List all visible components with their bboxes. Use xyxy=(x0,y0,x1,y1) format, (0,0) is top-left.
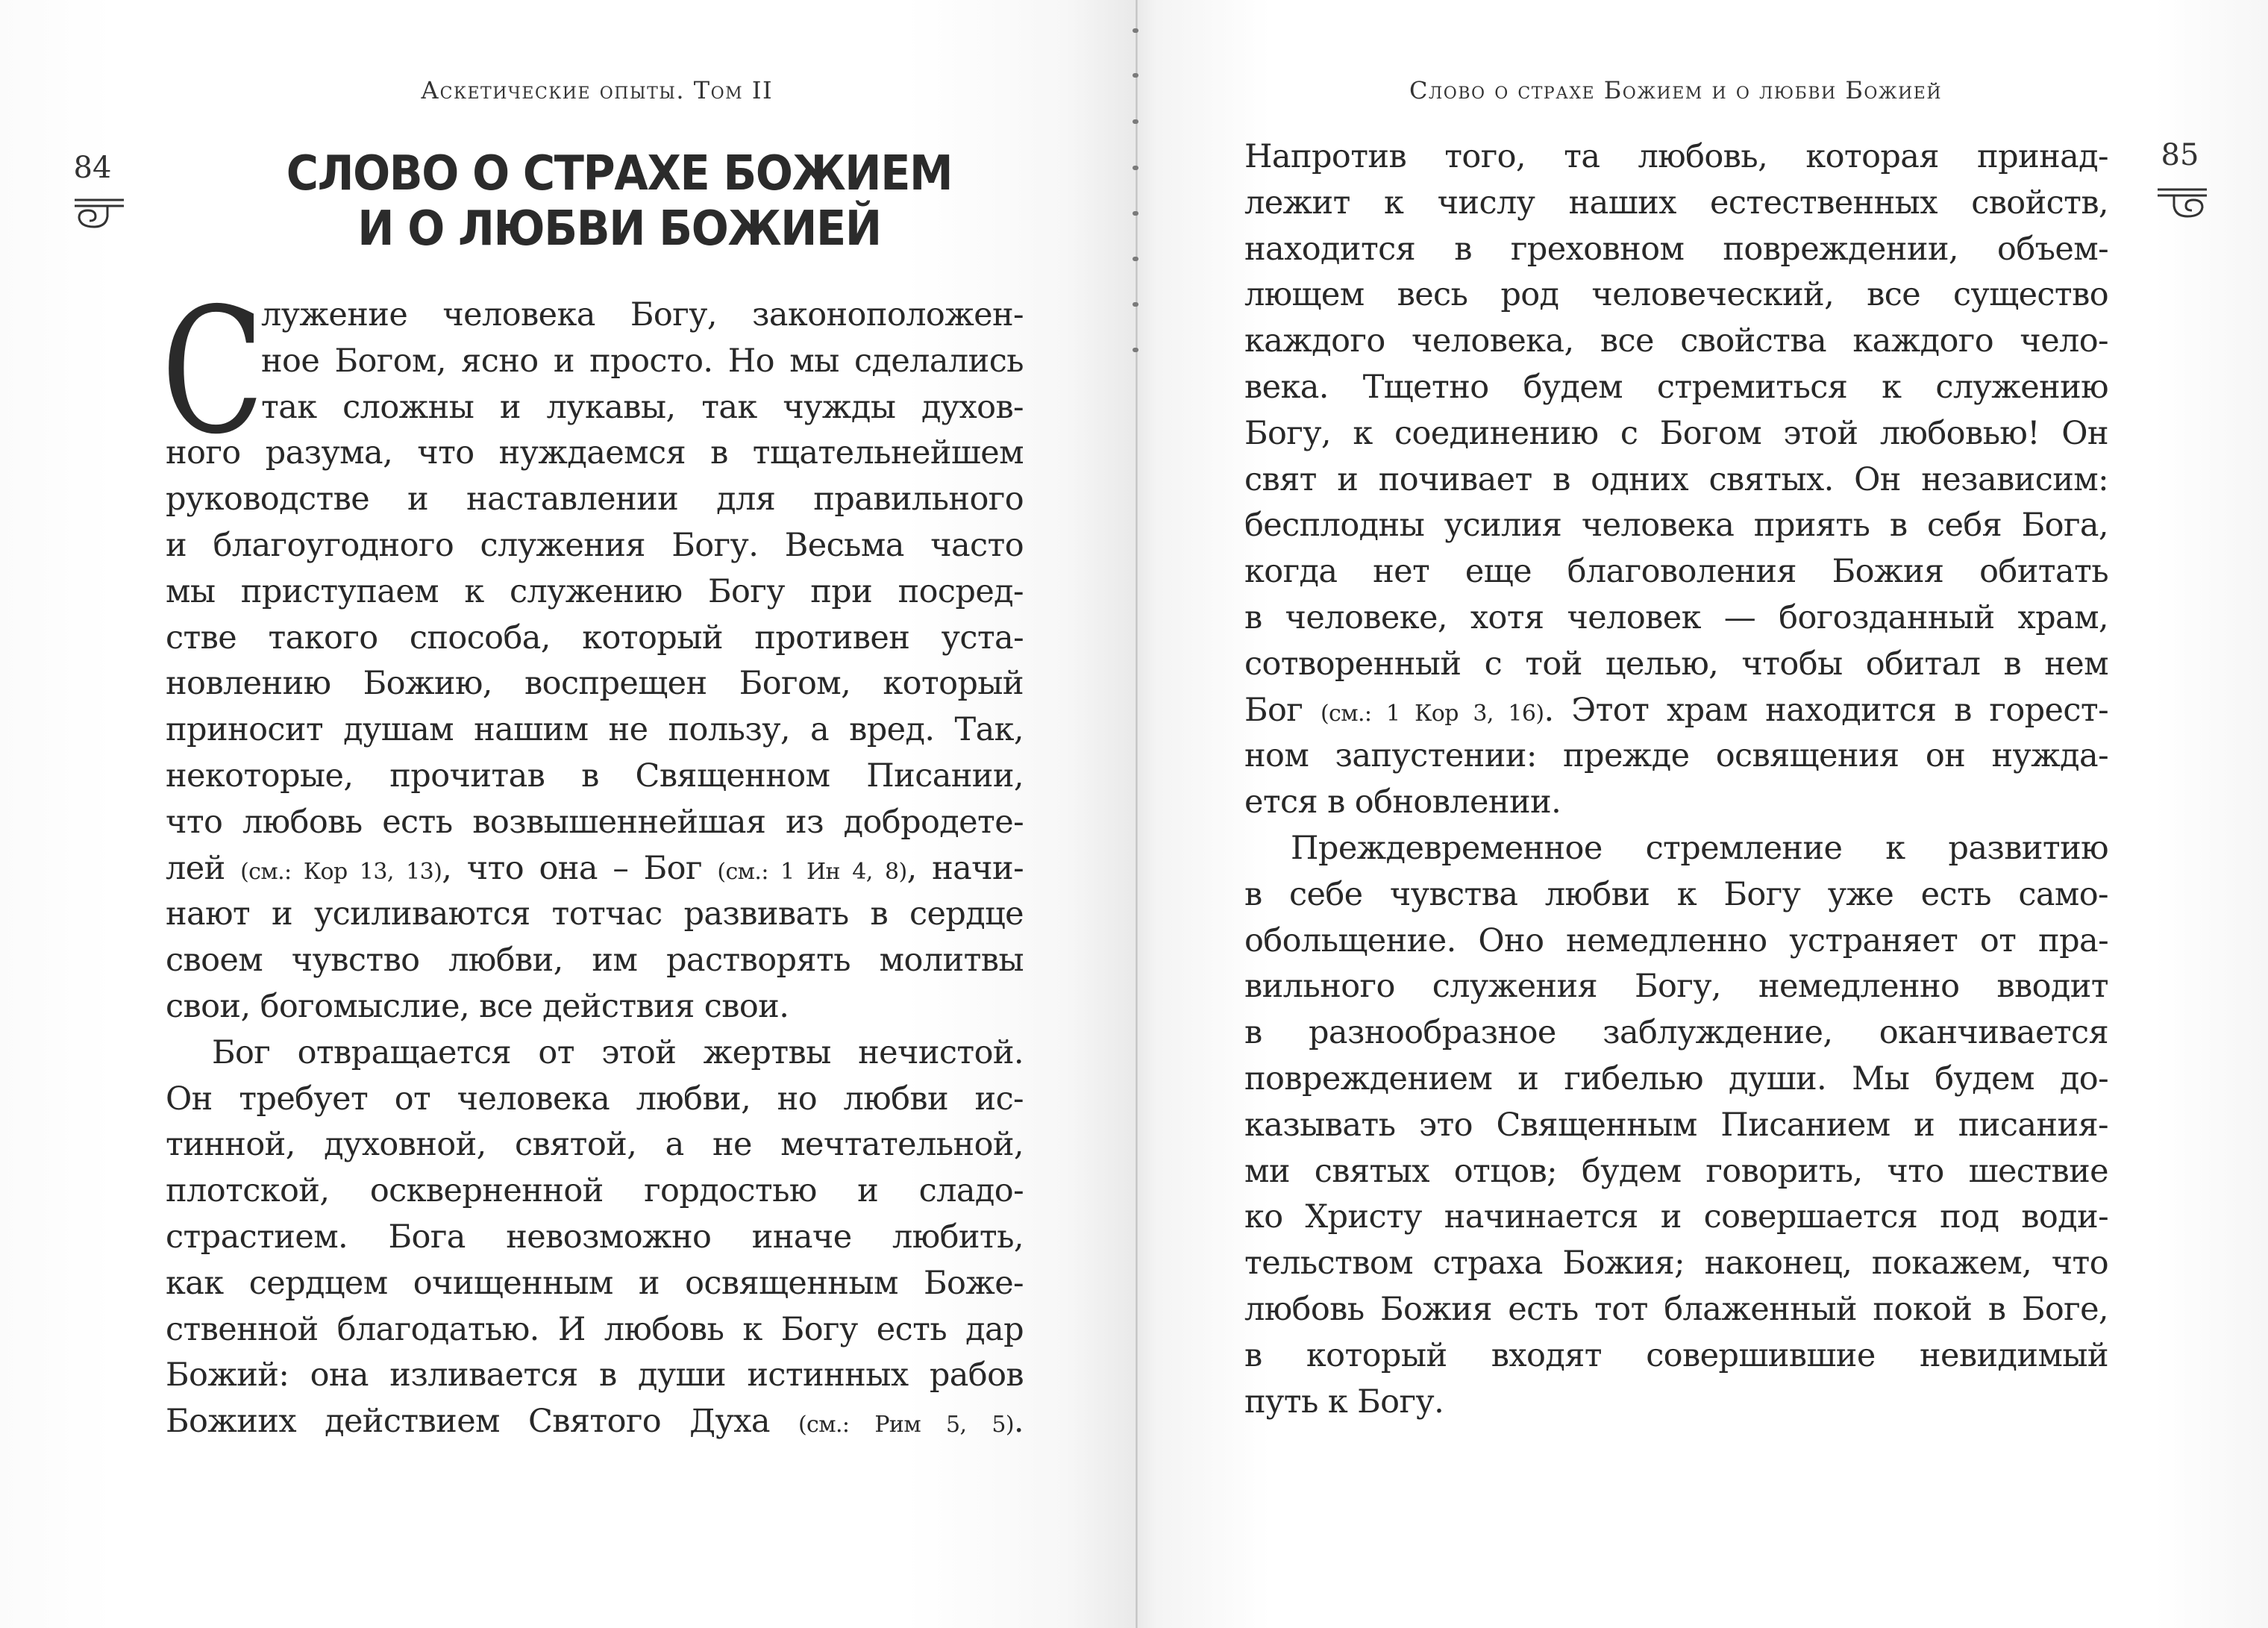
text-line: новлению Божию, воспрещен Богом, который xyxy=(166,665,1024,703)
body-text xyxy=(161,271,1024,1445)
text-line: тельством страха Божия; наконец, покажем, что xyxy=(1244,1245,2108,1283)
text-line: Преждевременное стремление к развитию xyxy=(1291,829,2108,867)
text-line: казывать это Священным Писанием и писания- xyxy=(1244,1106,2108,1144)
text-fragment: Божиих действием Святого Духа xyxy=(166,1403,798,1441)
text-line: в разнообразное заблуждение, оканчивается xyxy=(1244,1014,2108,1052)
text-line: страстием. Бога невозможно иначе любить, xyxy=(166,1218,1024,1256)
text-fragment: лей xyxy=(166,849,241,887)
text-line: стве такого способа, который противен уста- xyxy=(166,619,1024,657)
text-line: руководстве и наставлении для правильного xyxy=(166,480,1024,519)
text-line-with-citation xyxy=(166,1399,1024,1445)
book-spine xyxy=(1135,0,1138,1628)
text-line: ное Богом, ясно и просто. Но мы сделались xyxy=(261,342,1024,380)
text-fragment: . Этот храм находится в горест- xyxy=(1544,691,2108,729)
page-number: 84 xyxy=(73,151,112,185)
text-line: в человеке, хотя человек — богозданный храм, xyxy=(1244,598,2108,636)
scripture-citation: (см.: Рим 5, 5) xyxy=(798,1412,1014,1438)
scripture-citation: (см.: 1 Ин 4, 8) xyxy=(717,858,907,885)
text-line: вильного служения Богу, немедленно вводит xyxy=(1244,968,2108,1006)
text-line: повреждением и гибелью души. Мы будем до- xyxy=(1244,1059,2108,1098)
text-line: лужение человека Богу, законоположен- xyxy=(261,296,1024,334)
text-line: тинной, духовной, святой, а не мечтательной, xyxy=(166,1126,1024,1164)
text-line: ется в обновлении. xyxy=(1244,783,1561,821)
text-line: приносит душам нашим не пользу, а вред. Так, xyxy=(166,711,1024,749)
text-line: когда нет еще благоволения Божия обитать xyxy=(1244,553,2108,591)
text-line: Напротив того, та любовь, которая принад- xyxy=(1244,138,2108,175)
text-line: что любовь есть возвышеннейшая из добродете- xyxy=(166,803,1024,841)
scripture-citation: (см.: 1 Кор 3, 16) xyxy=(1320,700,1544,727)
text-line: любовь Божия есть тот блаженный покой в Боге, xyxy=(1244,1290,2108,1328)
text-line: плотской, оскверненной гордостью и сладо- xyxy=(166,1172,1024,1210)
text-line: Он требует от человека любви, но любви ис- xyxy=(166,1080,1024,1118)
scripture-citation: (см.: Кор 13, 13) xyxy=(240,858,442,885)
text-line: и благоугодного служения Богу. Весьма часто xyxy=(166,526,1024,564)
text-line: бесплодны усилия человека приять в себя Бога, xyxy=(1244,507,2108,545)
chapter-title xyxy=(221,146,1017,257)
page-number: 85 xyxy=(2161,138,2199,172)
text-line: как сердцем очищенным и освященным Боже- xyxy=(166,1264,1024,1302)
text-line: находится в греховном повреждении, объем- xyxy=(1244,230,2108,268)
body-text xyxy=(1244,134,2108,1425)
text-line: своем чувство любви, им растворять молитвы xyxy=(166,942,1024,980)
text-fragment: Бог xyxy=(1244,691,1321,729)
scroll-flourish-icon xyxy=(72,195,131,233)
text-line: каждого человека, все свойства каждого чело- xyxy=(1244,322,2108,360)
text-line: обольщение. Оно немедленно устраняет от пра- xyxy=(1244,921,2108,959)
text-line: свои, богомыслие, все действия свои. xyxy=(166,987,789,1025)
text-line: так сложны и лукавы, так чужды духов- xyxy=(261,388,1024,426)
text-line: в который входят совершившие невидимый xyxy=(1244,1336,2108,1374)
text-fragment: , что она – Бог xyxy=(442,849,718,887)
text-line: ми святых отцов; будем говорить, что шествие xyxy=(1244,1152,2108,1190)
text-fragment: . xyxy=(1013,1403,1024,1441)
text-line: ного разума, что нуждаемся в тщательнейшем xyxy=(166,434,1024,472)
text-line: века. Тщетно будем стремиться к служению xyxy=(1244,368,2108,406)
chapter-title-line: И О ЛЮБВИ БОЖИЕЙ xyxy=(357,201,881,257)
chapter-title-line: СЛОВО О СТРАХЕ БОЖИЕМ xyxy=(286,146,953,201)
text-line: ном запустении: прежде освящения он нужда- xyxy=(1244,737,2108,775)
text-line: некоторые, прочитав в Священном Писании, xyxy=(166,757,1024,795)
text-line: ственной благодатью. И любовь к Богу есть дар xyxy=(166,1310,1024,1348)
text-fragment: , начи- xyxy=(906,849,1024,887)
running-head: Аскетические опыты. Том II xyxy=(420,76,774,104)
right-page xyxy=(1138,0,2268,1628)
text-line: мы приступаем к служению Богу при посред- xyxy=(166,572,1024,610)
text-line: в себе чувства любви к Богу уже есть само- xyxy=(1244,875,2108,913)
text-line-with-citation xyxy=(166,846,1024,892)
text-line: ко Христу начинается и совершается под води- xyxy=(1244,1198,2108,1236)
text-line: Божий: она изливается в души истинных рабов xyxy=(166,1356,1024,1394)
scroll-flourish-icon xyxy=(2155,185,2214,222)
text-line: Бог отвращается от этой жертвы нечистой. xyxy=(212,1033,1024,1071)
text-line: нают и усиливаются тотчас развивать в сердце xyxy=(166,895,1024,933)
text-line: лющем весь род человеческий, все существо xyxy=(1244,276,2108,314)
text-line: лежит к числу наших естественных свойств, xyxy=(1244,184,2108,222)
running-head: Слово о страхе Божием и о любви Божией xyxy=(1409,76,1943,104)
text-line: путь к Богу. xyxy=(1244,1383,1444,1421)
text-line: Богу, к соединению с Богом этой любовью! Он xyxy=(1244,414,2108,452)
text-line-with-citation xyxy=(1244,688,2108,734)
text-line: сотворенный с той целью, чтобы обитал в нем xyxy=(1244,645,2108,683)
drop-cap: С xyxy=(161,271,264,472)
text-line: свят и почивает в одних святых. Он независим: xyxy=(1244,460,2108,498)
